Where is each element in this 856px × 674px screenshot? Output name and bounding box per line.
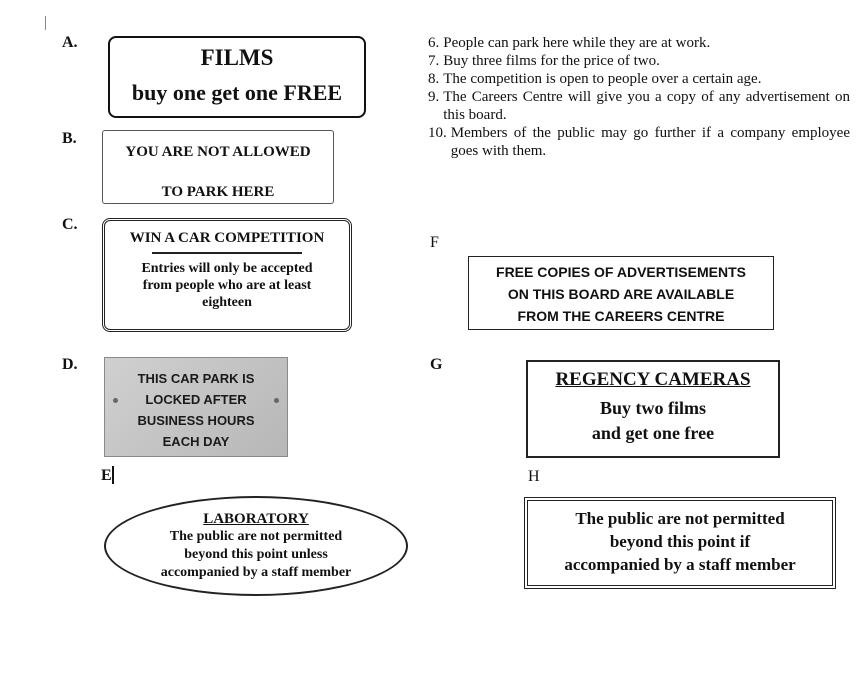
sign-a-offer: buy one get one FREE [131, 80, 343, 105]
statement-number: 9. [428, 89, 440, 105]
sign-e-heading: LABORATORY [203, 511, 309, 527]
sign-h-line-2: beyond this point if [609, 532, 751, 551]
sign-h-line-3: accompanied by a staff member [564, 555, 796, 574]
statement-8 [428, 70, 850, 88]
statement-6 [428, 34, 850, 52]
sign-f-line-3: FROM THE CAREERS CENTRE [517, 308, 725, 324]
statement-text: The Careers Centre will give you a copy of any advertisement on this board. [443, 89, 850, 123]
sign-c-heading: WIN A CAR COMPETITION [129, 230, 325, 246]
sign-a-title: FILMS [200, 45, 274, 70]
label-h: H [528, 468, 540, 485]
label-d: D. [62, 356, 78, 373]
statement-number: 10. [428, 125, 447, 141]
sign-d-line-1: THIS CAR PARK IS [137, 371, 255, 386]
sign-e-line-3: accompanied by a staff member [160, 565, 352, 580]
sign-f-careers-centre [468, 256, 774, 330]
sign-g-regency-cameras [526, 360, 780, 458]
statement-number: 6. [428, 35, 440, 51]
sign-e-laboratory [104, 496, 408, 596]
screw-left-icon [113, 398, 118, 403]
sign-d-line-2: LOCKED AFTER [145, 392, 247, 407]
screw-right-icon [274, 398, 279, 403]
sign-c-competition [102, 218, 352, 332]
label-a: A. [62, 34, 78, 51]
sign-c-line-1: Entries will only be accepted [141, 261, 313, 276]
statement-text: People can park here while they are at work. [443, 35, 711, 51]
sign-d-car-park-plate [104, 357, 288, 457]
sign-g-line-2: and get one free [591, 423, 715, 443]
label-c: C. [62, 216, 78, 233]
statement-7 [428, 52, 850, 70]
sign-e-line-2: beyond this point unless [184, 547, 328, 562]
sign-h-staff-only [524, 497, 836, 589]
statement-text: The competition is open to people over a certain age. [443, 71, 762, 87]
sign-d-line-3: BUSINESS HOURS [137, 413, 255, 428]
label-e: E [101, 467, 112, 484]
label-g: G [430, 356, 443, 373]
statement-10 [428, 124, 850, 160]
sign-h-line-1: The public are not permitted [575, 509, 785, 528]
sign-c-divider [152, 252, 302, 254]
sign-g-heading: REGENCY CAMERAS [555, 369, 751, 390]
sign-a-films [108, 36, 366, 118]
statement-list [428, 34, 850, 160]
statement-text: Members of the public may go further if a company employee goes with them. [450, 125, 850, 159]
sign-b-line-2: TO PARK HERE [161, 184, 275, 200]
statement-number: 7. [428, 53, 440, 69]
sign-f-line-1: FREE COPIES OF ADVERTISEMENTS [496, 264, 746, 280]
sign-e-line-1: The public are not permitted [169, 529, 343, 544]
statement-9 [428, 88, 850, 124]
sign-f-line-2: ON THIS BOARD ARE AVAILABLE [507, 286, 735, 302]
margin-mark [45, 16, 46, 30]
text-cursor [112, 466, 114, 484]
label-b: B. [62, 130, 77, 147]
sign-d-line-4: EACH DAY [162, 434, 230, 449]
sign-c-line-3: eighteen [202, 295, 252, 310]
label-f: F [430, 234, 439, 251]
statement-text: Buy three films for the price of two. [443, 53, 660, 69]
sign-b-line-1: YOU ARE NOT ALLOWED [125, 144, 311, 160]
statement-number: 8. [428, 71, 440, 87]
sign-c-line-2: from people who are at least [142, 278, 312, 293]
sign-g-line-1: Buy two films [599, 398, 706, 418]
sign-b-no-parking [102, 130, 334, 204]
